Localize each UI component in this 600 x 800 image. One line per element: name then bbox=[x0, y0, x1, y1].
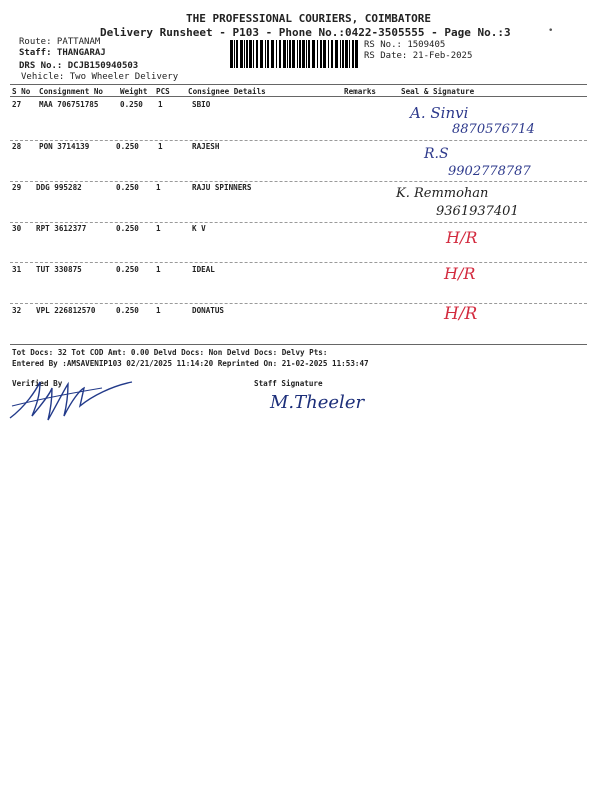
route-text: Route: PATTANAM bbox=[19, 37, 101, 47]
barcode-image bbox=[230, 40, 358, 68]
row-consignment-no: DDG 995282 bbox=[36, 183, 82, 192]
row-signature: K. Remmohan bbox=[396, 186, 489, 201]
col-consignment-header: Consignment No bbox=[39, 87, 104, 96]
row-divider bbox=[10, 262, 587, 263]
col-signature-header: Seal & Signature bbox=[401, 87, 475, 96]
runsheet-title: Delivery Runsheet - P103 - Phone No.:0422-3505555 - Page No.:3 bbox=[100, 26, 511, 39]
row-consignee: RAJESH bbox=[192, 142, 220, 151]
col-remarks-header: Remarks bbox=[344, 87, 377, 96]
row-consignee: K V bbox=[192, 224, 206, 233]
vehicle-text: Vehicle: Two Wheeler Delivery bbox=[21, 72, 179, 82]
row-divider bbox=[10, 303, 587, 304]
row-phone: 9361937401 bbox=[436, 204, 519, 219]
row-consignment-no: MAA 706751785 bbox=[39, 100, 99, 109]
row-consignment-no: RPT 3612377 bbox=[36, 224, 87, 233]
row-sno: 30 bbox=[12, 224, 22, 233]
rs-date: RS Date: 21-Feb-2025 bbox=[364, 51, 473, 61]
company-title: THE PROFESSIONAL COURIERS, COIMBATORE bbox=[186, 12, 432, 25]
row-weight: 0.250 bbox=[116, 183, 139, 192]
row-pcs: 1 bbox=[156, 224, 161, 233]
row-divider bbox=[10, 222, 587, 223]
row-phone: 8870576714 bbox=[452, 122, 535, 137]
header-bottom-rule bbox=[10, 96, 587, 97]
row-pcs: 1 bbox=[158, 100, 163, 109]
staff-text: Staff: THANGARAJ bbox=[19, 48, 106, 58]
totals-line: Tot Docs: 32 Tot COD Amt: 0.00 Delvd Docs: Non Delvd Docs: Delvy Pts: bbox=[12, 348, 328, 357]
col-weight-header: Weight bbox=[120, 87, 148, 96]
row-signature: A. Sinvi bbox=[410, 104, 469, 122]
row-divider bbox=[10, 181, 587, 182]
row-sno: 28 bbox=[12, 142, 22, 151]
row-consignee: DONATUS bbox=[192, 306, 225, 315]
col-consignee-header: Consignee Details bbox=[188, 87, 266, 96]
header-top-rule bbox=[10, 84, 587, 85]
row-consignment-no: VPL 226812570 bbox=[36, 306, 96, 315]
verified-by-label: Verified By bbox=[12, 379, 63, 388]
row-pcs: 1 bbox=[156, 183, 161, 192]
row-weight: 0.250 bbox=[120, 100, 143, 109]
table-bottom-rule bbox=[10, 344, 587, 345]
row-sno: 29 bbox=[12, 183, 22, 192]
row-consignment-no: PON 3714139 bbox=[39, 142, 90, 151]
rs-number: RS No.: 1509405 bbox=[364, 40, 446, 50]
corner-mark: • bbox=[548, 26, 554, 36]
row-consignee: IDEAL bbox=[192, 265, 215, 274]
row-signature: H/R bbox=[444, 264, 476, 283]
row-weight: 0.250 bbox=[116, 265, 139, 274]
entered-by-line: Entered By :AMSAVENIP103 02/21/2025 11:14:20 Reprinted On: 21-02-2025 11:53:47 bbox=[12, 359, 369, 368]
row-pcs: 1 bbox=[156, 265, 161, 274]
row-consignee: RAJU SPINNERS bbox=[192, 183, 252, 192]
col-sno-header: S No bbox=[12, 87, 31, 96]
row-signature: H/R bbox=[444, 304, 478, 324]
row-sno: 32 bbox=[12, 306, 22, 315]
row-signature: R.S bbox=[424, 146, 449, 162]
row-weight: 0.250 bbox=[116, 142, 139, 151]
row-sno: 27 bbox=[12, 100, 22, 109]
row-pcs: 1 bbox=[156, 306, 161, 315]
col-pcs-header: PCS bbox=[156, 87, 170, 96]
row-sno: 31 bbox=[12, 265, 22, 274]
row-divider bbox=[10, 140, 587, 141]
row-signature: H/R bbox=[446, 228, 478, 247]
drs-number: DRS No.: DCJB150940503 bbox=[19, 61, 139, 71]
staff-signature: M.Theeler bbox=[270, 392, 365, 413]
staff-signature-label: Staff Signature bbox=[254, 379, 323, 388]
row-weight: 0.250 bbox=[116, 306, 139, 315]
row-pcs: 1 bbox=[158, 142, 163, 151]
row-weight: 0.250 bbox=[116, 224, 139, 233]
row-consignment-no: TUT 330875 bbox=[36, 265, 82, 274]
row-consignee: SBIO bbox=[192, 100, 211, 109]
row-phone: 9902778787 bbox=[448, 164, 531, 179]
verifier-signature-image bbox=[6, 376, 136, 426]
